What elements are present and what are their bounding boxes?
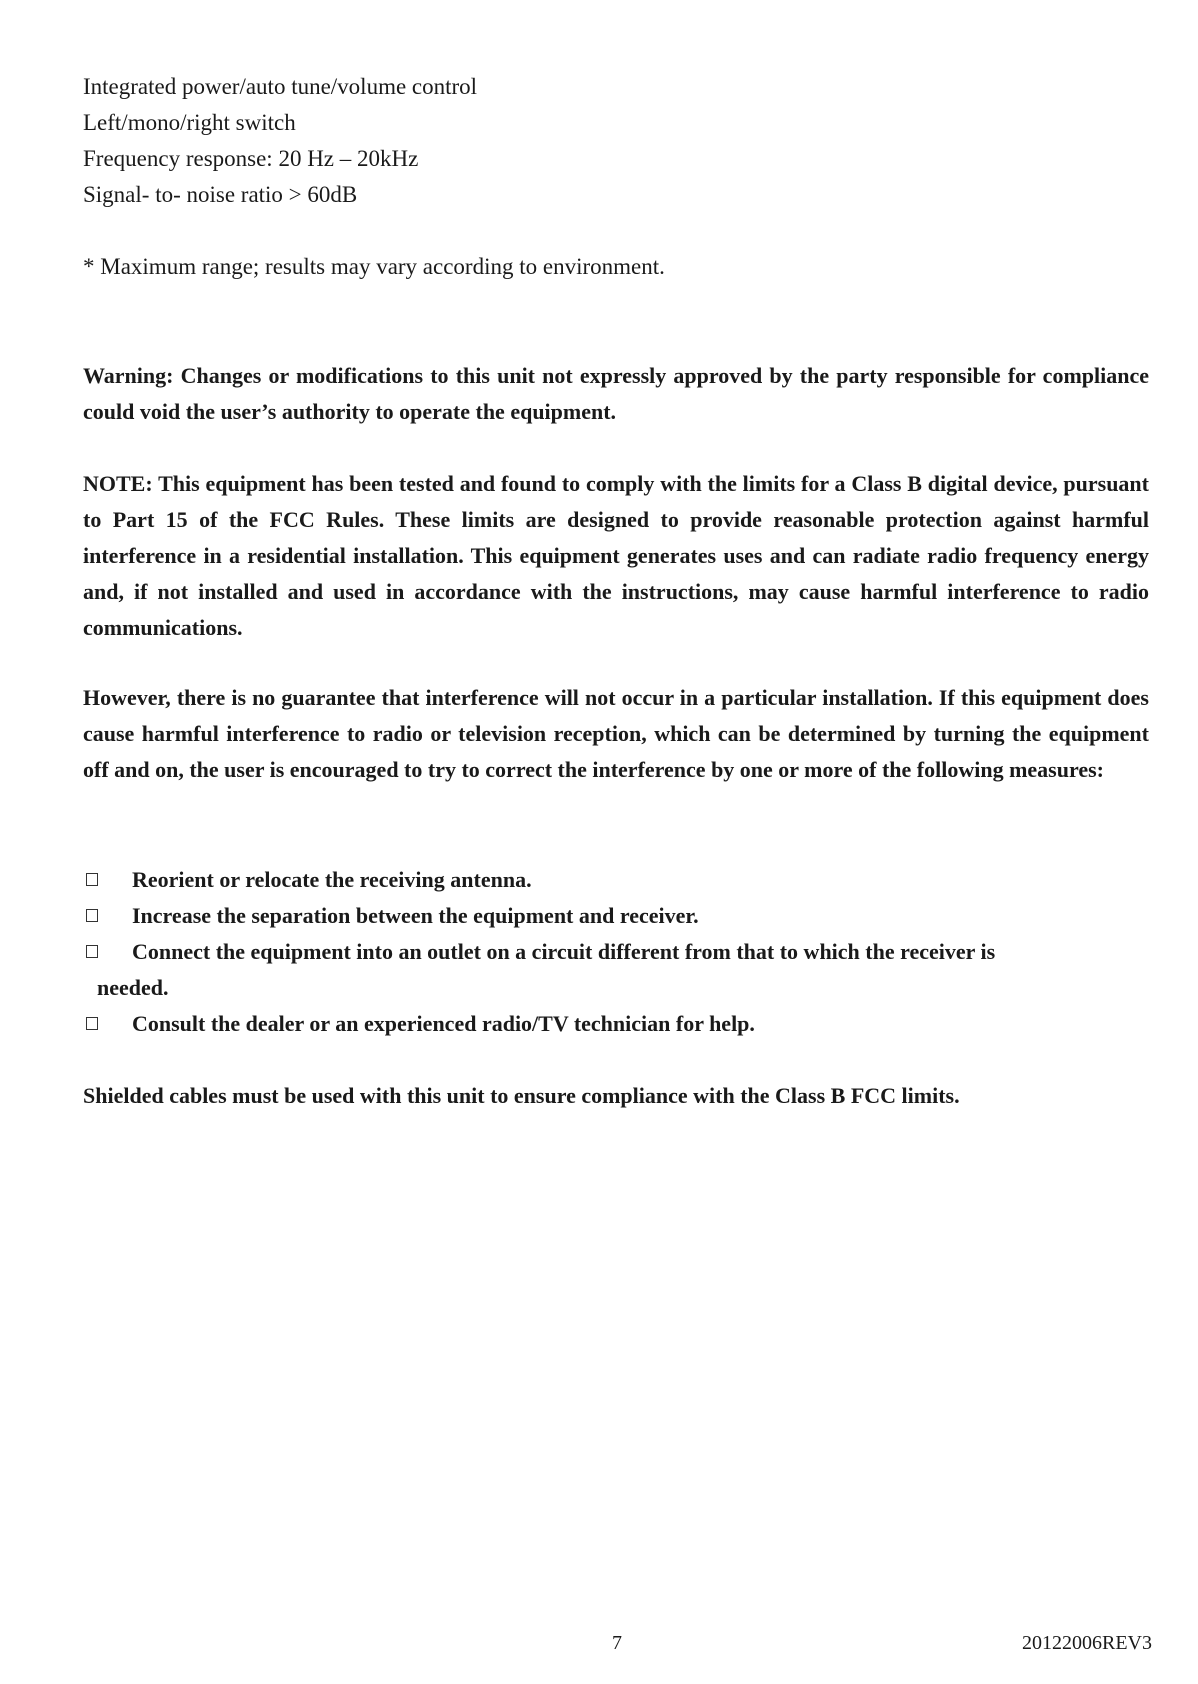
measure-text-continuation: needed. — [97, 975, 169, 1000]
checkbox-bullet-icon — [86, 873, 98, 886]
measure-text: Connect the equipment into an outlet on a circuit different from that to which the receiver is — [132, 939, 996, 964]
fcc-note-paragraph: NOTE: This equipment has been tested and found to comply with the limits for a Class B digital device, pursuant to Part 15 of the FCC Rules. These limits are designed to provide reasonable protection against harmful interference in a residential installation. This equipment generates uses and can radiate radio frequency energy and, if not installed and used in accordance with the instructions, may cause harmful interference to radio communications. — [83, 471, 1149, 640]
measure-item — [83, 934, 1149, 1006]
spec-frequency-response: Frequency response: 20 Hz – 20kHz — [83, 146, 419, 171]
warning-paragraph: Warning: Changes or modifications to this unit not expressly approved by the party responsible for compliance could void the user’s authority to operate the equipment. — [83, 363, 1149, 424]
revision-code: 20122006REV3 — [1022, 1632, 1152, 1654]
spec-channel-switch: Left/mono/right switch — [83, 110, 296, 135]
spec-signal-noise: Signal- to- noise ratio > 60dB — [83, 182, 358, 207]
checkbox-bullet-icon — [86, 945, 98, 958]
measure-item — [83, 1006, 1149, 1042]
measure-text: Consult the dealer or an experienced radio/TV technician for help. — [132, 1011, 755, 1036]
checkbox-bullet-icon — [86, 909, 98, 922]
measure-item — [83, 898, 1149, 934]
range-note: * Maximum range; results may vary according to environment. — [83, 254, 665, 279]
page-number: 7 — [612, 1632, 622, 1654]
shielded-cables-note: Shielded cables must be used with this unit to ensure compliance with the Class B FCC limits. — [83, 1083, 960, 1108]
checkbox-bullet-icon — [86, 1017, 98, 1030]
measure-text: Increase the separation between the equipment and receiver. — [132, 903, 699, 928]
measure-item — [83, 862, 1149, 898]
spec-power-control: Integrated power/auto tune/volume control — [83, 74, 478, 99]
however-paragraph: However, there is no guarantee that interference will not occur in a particular installation. If this equipment does cause harmful interference to radio or television reception, which can be determined by turning the equipment off and on, the user is encouraged to try to correct the interference by one or more of the following measures: — [83, 685, 1149, 782]
measure-text: Reorient or relocate the receiving antenna. — [132, 867, 532, 892]
